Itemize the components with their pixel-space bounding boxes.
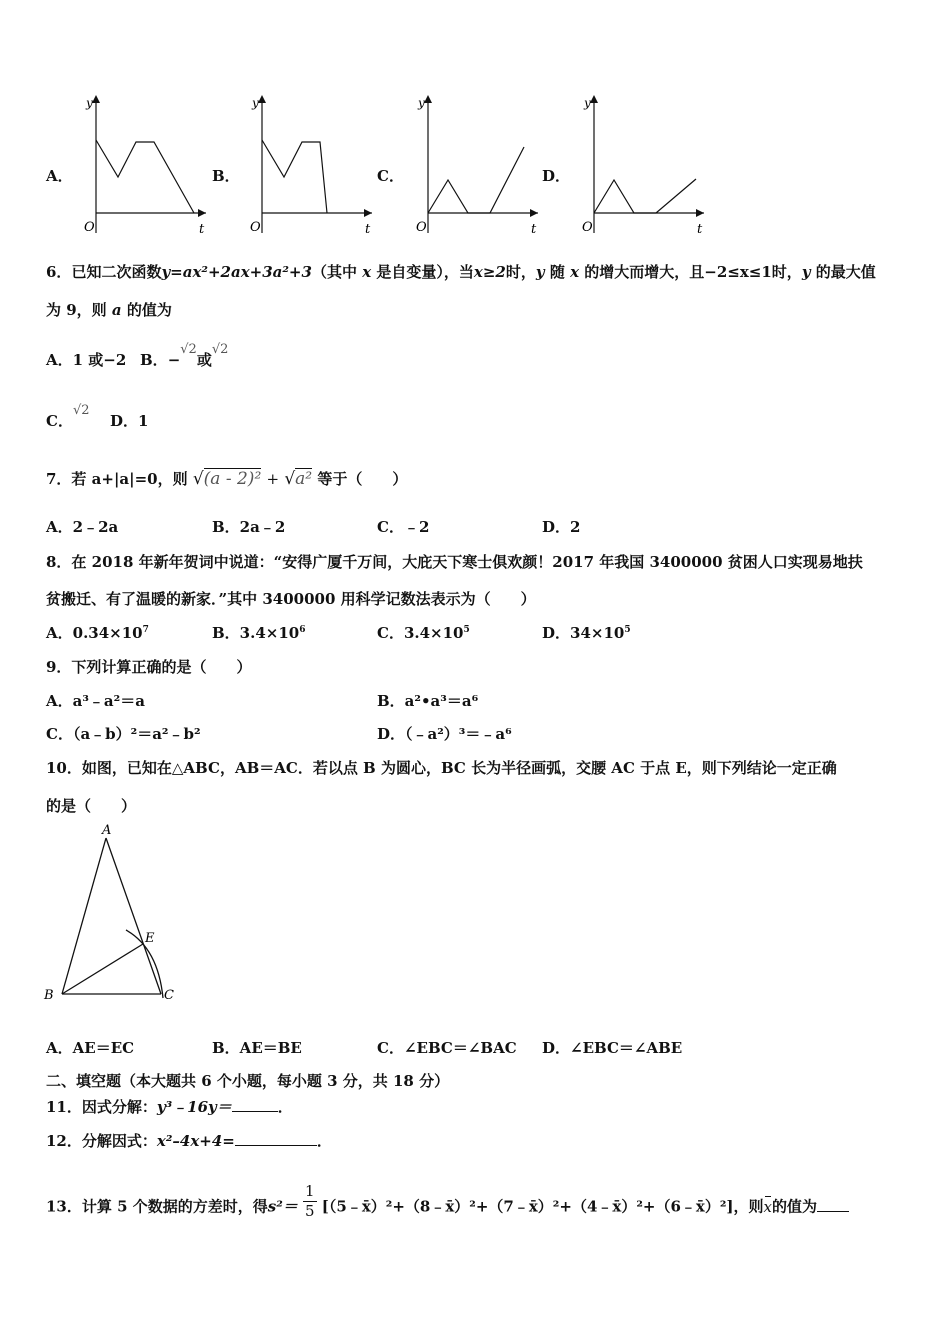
q5-graph-c-curve: [428, 147, 524, 213]
q5-graph-d-o: O: [582, 220, 593, 235]
q10-side-ac: [106, 838, 161, 994]
q7-option-c: C．﹣2: [377, 518, 430, 536]
q5-graph-a-y: y: [86, 96, 93, 110]
q7-stem: 7．若 a+|a|=0，则 √(a - 2)² + √a² 等于（ ）: [46, 469, 408, 489]
q10-triangle-figure: [40, 820, 190, 1010]
q5-option-b-label: B．: [212, 167, 240, 185]
q5-graph-d: [564, 95, 704, 240]
q8-option-d: D．$34\times 10^5$: [542, 624, 631, 642]
q9-stem: 9．下列计算正确的是（ ）: [46, 658, 252, 676]
q5-graph-a-curve: [96, 140, 194, 213]
q5-option-a-label: A．: [46, 167, 73, 185]
q6-stem-line2: 为 9，则 a 的值为: [46, 301, 172, 319]
q13-answer-blank[interactable]: [817, 1197, 849, 1212]
q5-graph-b-curve: [262, 140, 327, 213]
q10-point-c: C: [164, 988, 174, 1003]
q5-graph-d-y: y: [584, 96, 591, 110]
q8-option-a: A．$0.34\times 10^7$: [46, 624, 149, 642]
q11-answer-blank[interactable]: [232, 1097, 278, 1112]
q10-option-a: A．AE＝EC: [46, 1039, 135, 1057]
q12: 12．分解因式：x²–4x+4= ．: [46, 1132, 332, 1150]
q6-option-c: C．√2: [46, 403, 90, 430]
q9-option-c: C．（a﹣b）²＝a²﹣b²: [46, 725, 201, 743]
q5-graph-b-o: O: [250, 220, 261, 235]
q6-option-b-sqrt-2: √2: [211, 342, 229, 357]
q5-graph-d-curve: [594, 179, 696, 213]
q5-graph-c-y: y: [418, 96, 425, 110]
q8-option-c: C．$3.4\times 10^5$: [377, 624, 470, 642]
q10-point-b: B: [44, 988, 54, 1003]
q5-graph-d-t: t: [697, 222, 703, 237]
q10-point-a: A: [102, 823, 112, 838]
q9-option-a: A．a³﹣a²＝a: [46, 692, 145, 710]
section-2-heading: 二、填空题（本大题共 6 个小题，每小题 3 分，共 18 分）: [46, 1072, 450, 1090]
q5-graph-c-t: t: [531, 222, 537, 237]
q5-graph-b-t: t: [365, 222, 371, 237]
q5-graph-c: [398, 95, 538, 240]
q5-graph-b: [232, 95, 372, 240]
q8-option-b: B．$3.4\times 10^6$: [212, 624, 306, 642]
q7-radical-2: √a²: [284, 469, 313, 489]
q10-point-e: E: [145, 931, 155, 946]
q9-option-b: B．a²•a³＝a⁶: [377, 692, 479, 710]
q5-graph-b-y: y: [252, 96, 259, 110]
q7-option-b: B．2a﹣2: [212, 518, 286, 536]
q6-option-d: D．1: [110, 412, 149, 430]
q5-graph-a-o: O: [84, 220, 95, 235]
q7-option-a: A．2﹣2a: [46, 518, 119, 536]
q10-option-b: B．AE＝BE: [212, 1039, 302, 1057]
q9-option-d: D．（﹣a²）³＝﹣a⁶: [377, 725, 512, 743]
q5-option-c-label: C．: [377, 167, 404, 185]
q10-stem-line2: 的是（ ）: [46, 797, 137, 815]
q6-option-c-sqrt: √2: [72, 403, 90, 418]
q12-answer-blank[interactable]: [235, 1131, 317, 1146]
q10-option-d: D．∠EBC＝∠ABE: [542, 1039, 683, 1057]
q6-stem-line1: 6．已知二次函数y=ax²+2ax+3a²+3（其中 x 是自变量），当x≥2时，y 随 x 的增大而增大，且−2≤x≤1时，y 的最大值: [46, 263, 876, 281]
q10-stem-line1: 10．如图，已知在△ABC，AB＝AC．若以点 B 为圆心，BC 长为半径画弧，交腰 AC 于点 E，则下列结论一定正确: [46, 759, 837, 777]
q5-graph-a: [66, 95, 206, 240]
q6-option-b: B．−√2或√2: [140, 342, 229, 369]
q8-stem-line2: 贫搬迁、有了温暖的新家．”其中 3400000 用科学记数法表示为（ ）: [46, 590, 536, 608]
q13: 13．计算 5 个数据的方差时，得s²＝ $\frac{1}{5}$ [（5﹣x̄）²+（8﹣x̄）²+（7﹣x̄）²+（4﹣x̄）²+（6﹣x̄）²]，则x的值为: [46, 1188, 849, 1227]
q7-option-d: D．2: [542, 518, 581, 536]
q6-option-a: A．1 或−2: [46, 351, 127, 369]
q10-option-c: C．∠EBC＝∠BAC: [377, 1039, 517, 1057]
q8-stem-line1: 8．在 2018 年新年贺词中说道：“安得广厦千万间，大庇天下寒士俱欢颜！2017 年我国 3400000 贫困人口实现易地扶: [46, 553, 863, 571]
q5-option-d-label: D．: [542, 167, 571, 185]
q7-radical-1: √(a - 2)²: [192, 469, 262, 489]
q6-option-b-sqrt-1: √2: [180, 342, 197, 357]
q11: 11．因式分解：y³﹣16y＝ ．: [46, 1098, 293, 1116]
q13-fraction: $\frac{1}{5}$: [305, 1182, 315, 1220]
q5-graph-a-t: t: [199, 222, 205, 237]
q5-graph-c-o: O: [416, 220, 427, 235]
